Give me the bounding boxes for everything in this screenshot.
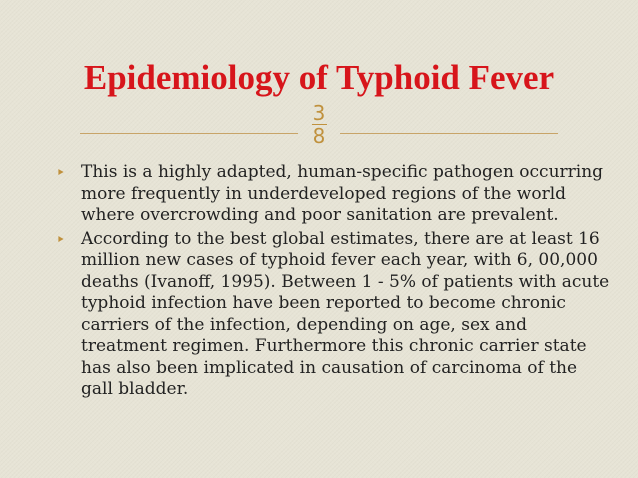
bullet-line: gall bladder.	[81, 379, 189, 399]
bullet-line: This is a highly adapted, human-specific pathogen occurring	[81, 162, 604, 182]
bullet-line: million new cases of typhoid fever each year, with 6, 00,000	[81, 250, 598, 270]
bullet-line: carriers of the infection, depending on age, sex and	[81, 314, 527, 335]
bullet-line: According to the best global estimates, there are at least 16	[81, 228, 600, 249]
title-rule-left	[80, 133, 298, 134]
slide-number	[303, 102, 335, 147]
slide-title: Epidemiology of Typhoid Fever	[83, 58, 555, 97]
slide-number-bottom: 8	[312, 124, 326, 148]
bullet-list	[0, 162, 638, 403]
bullet-line: where overcrowding and poor sanitation are prevalent.	[81, 205, 559, 225]
bullet-line: has also been implicated in causation of carcinoma of the	[81, 357, 578, 378]
bullet-item	[0, 162, 638, 227]
slide-number-top: 3	[312, 101, 326, 125]
bullet-marker-icon: ‣	[56, 163, 66, 182]
bullet-line: deaths (Ivanoff, 1995). Between 1 - 5% of patients with acute	[81, 271, 610, 292]
title-rule-right	[340, 133, 558, 134]
bullet-marker-icon: ‣	[56, 229, 66, 249]
bullet-line: treatment regimen. Furthermore this chronic carrier state	[81, 336, 587, 356]
bullet-line: typhoid infection have been reported to become chronic	[81, 293, 566, 313]
bullet-item	[0, 229, 638, 401]
bullet-line: more frequently in underdeveloped regions of the world	[81, 183, 567, 204]
